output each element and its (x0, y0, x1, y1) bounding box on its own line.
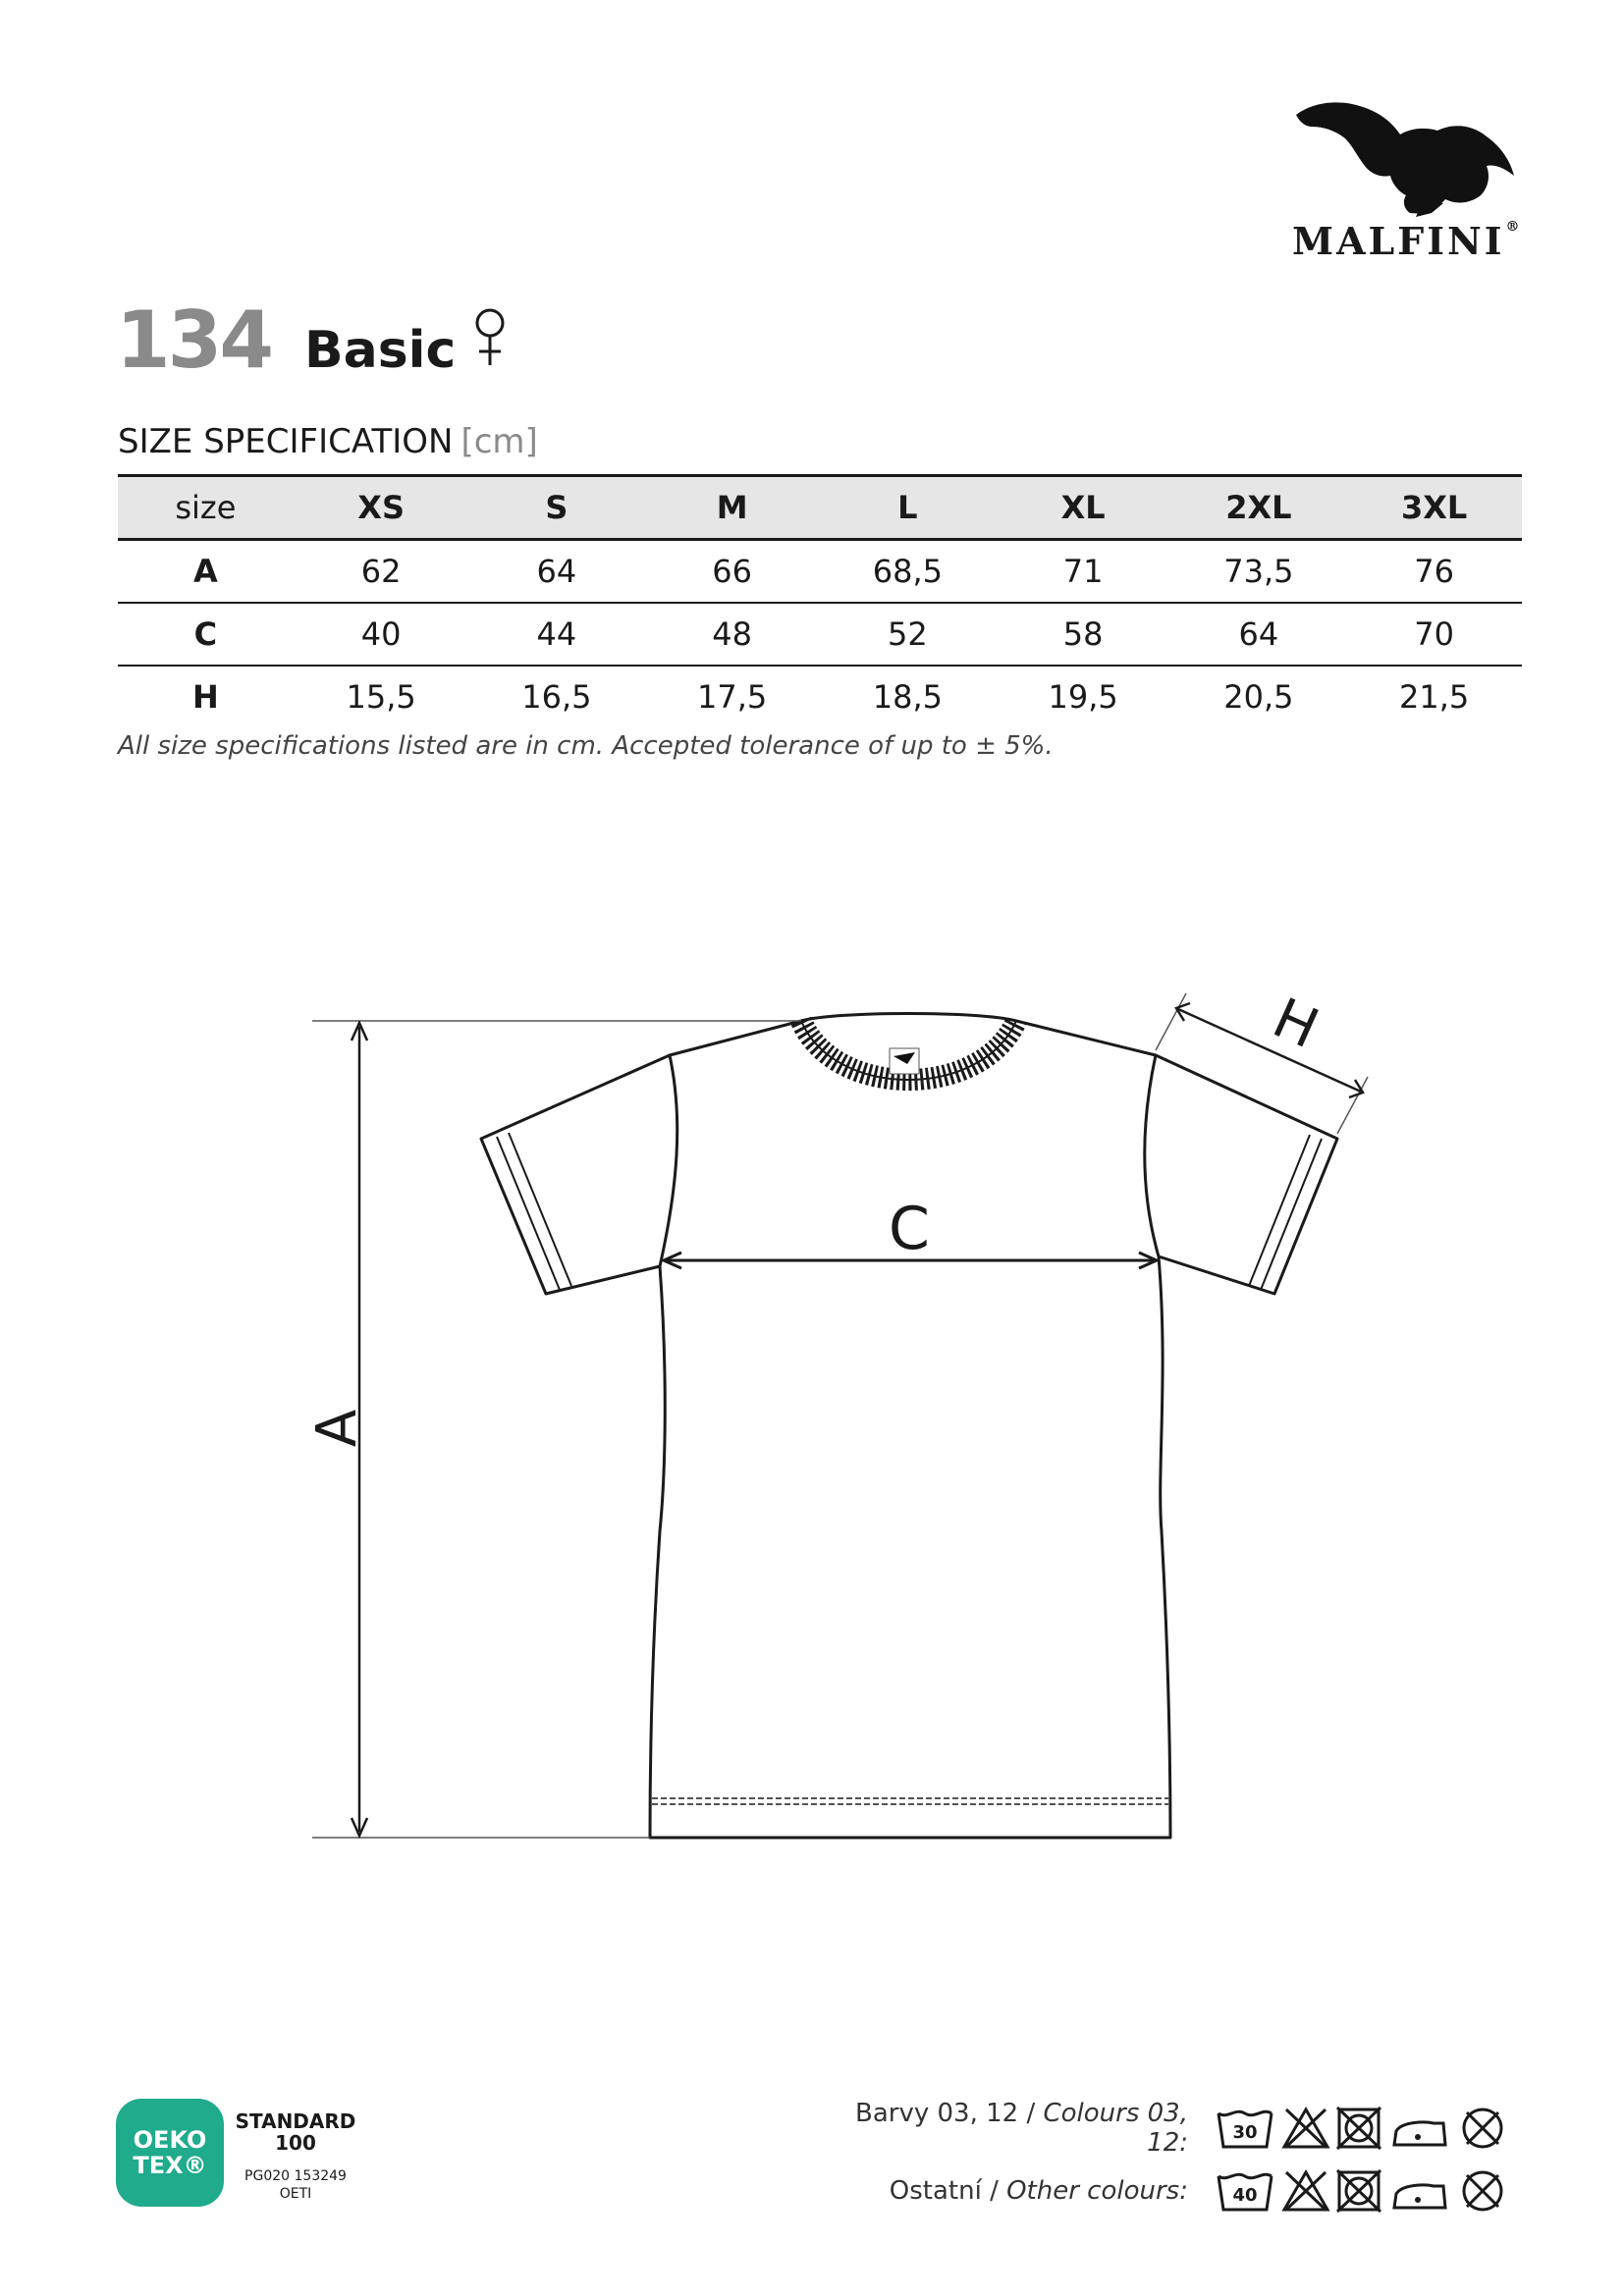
table-cell: 48 (644, 603, 820, 666)
size-spec-heading: SIZE SPECIFICATION [cm] (118, 422, 538, 461)
row-label: H (191, 678, 219, 716)
header-xs: XS (294, 476, 469, 540)
female-symbol-icon (473, 306, 507, 371)
table-cell: 71 (996, 540, 1171, 604)
table-cell: 16,5 (521, 678, 592, 716)
table-row (118, 540, 1522, 604)
table-cell: 64 (469, 540, 645, 604)
product-title (116, 294, 507, 386)
care-label: Barvy 03, 12 / Colours 03, 12: (854, 2099, 1188, 2158)
header-s: S (469, 476, 645, 540)
table-header-row (118, 476, 1522, 540)
table-cell: 19,5 (1048, 678, 1118, 716)
header-l: L (820, 476, 996, 540)
dimension-a-label: A (305, 1409, 369, 1448)
oeko-tex-badge: OEKO TEX® (116, 2099, 224, 2207)
neckline-rib (801, 1021, 1016, 1080)
table-cell: 68,5 (820, 540, 996, 604)
header-size: size (118, 476, 294, 540)
care-icons (1216, 2104, 1520, 2153)
table-cell: 66 (644, 540, 820, 604)
table-cell: 17,5 (697, 678, 768, 716)
care-row-other (815, 2163, 1520, 2218)
tolerance-note: All size specifications listed are in cm. Accepted tolerance of up to ± 5%. (118, 731, 1054, 761)
iron-icon (1394, 2122, 1445, 2145)
table-cell: 58 (996, 603, 1171, 666)
header-2xl: 2XL (1171, 476, 1347, 540)
tshirt-measurement-diagram (295, 972, 1414, 1855)
table-cell: 40 (294, 603, 469, 666)
eagle-icon (1294, 93, 1515, 221)
malfini-logo (1286, 93, 1522, 265)
svg-text:40: 40 (1232, 2185, 1258, 2206)
dimension-h-label: H (1264, 986, 1327, 1062)
care-icons (1216, 2166, 1520, 2216)
table-cell: 62 (294, 540, 469, 604)
product-code: 134 (116, 294, 271, 386)
table-cell: 21,5 (1399, 678, 1470, 716)
care-row-colours (815, 2101, 1520, 2156)
table-row (118, 666, 1522, 727)
table-cell: 52 (820, 603, 996, 666)
dimension-c-label: C (889, 1195, 930, 1263)
iron-icon (1394, 2185, 1445, 2208)
header-xl: XL (996, 476, 1171, 540)
table-cell: 15,5 (346, 678, 416, 716)
table-cell: 44 (469, 603, 645, 666)
header-m: M (644, 476, 820, 540)
size-table (118, 474, 1522, 727)
row-label: A (118, 540, 294, 604)
table-cell: 73,5 (1171, 540, 1347, 604)
table-cell: 70 (1346, 603, 1522, 666)
oeko-certificate: PG020 153249 OETI (244, 2168, 347, 2202)
table-cell: 20,5 (1223, 678, 1294, 716)
product-name: Basic (304, 321, 457, 380)
dimension-h (1156, 993, 1368, 1134)
dimension-a (312, 1021, 801, 1838)
care-label: Ostatní / Other colours: (889, 2176, 1188, 2206)
header-3xl: 3XL (1346, 476, 1522, 540)
row-label: C (118, 603, 294, 666)
oeko-tex-label (116, 2099, 410, 2216)
table-cell: 18,5 (872, 678, 943, 716)
brand-wordmark: MALFINI® (1292, 219, 1523, 263)
table-row (118, 603, 1522, 666)
table-cell: 64 (1171, 603, 1347, 666)
svg-text:30: 30 (1232, 2122, 1258, 2143)
table-cell: 76 (1346, 540, 1522, 604)
oeko-standard: STANDARD 100 (235, 2109, 356, 2155)
